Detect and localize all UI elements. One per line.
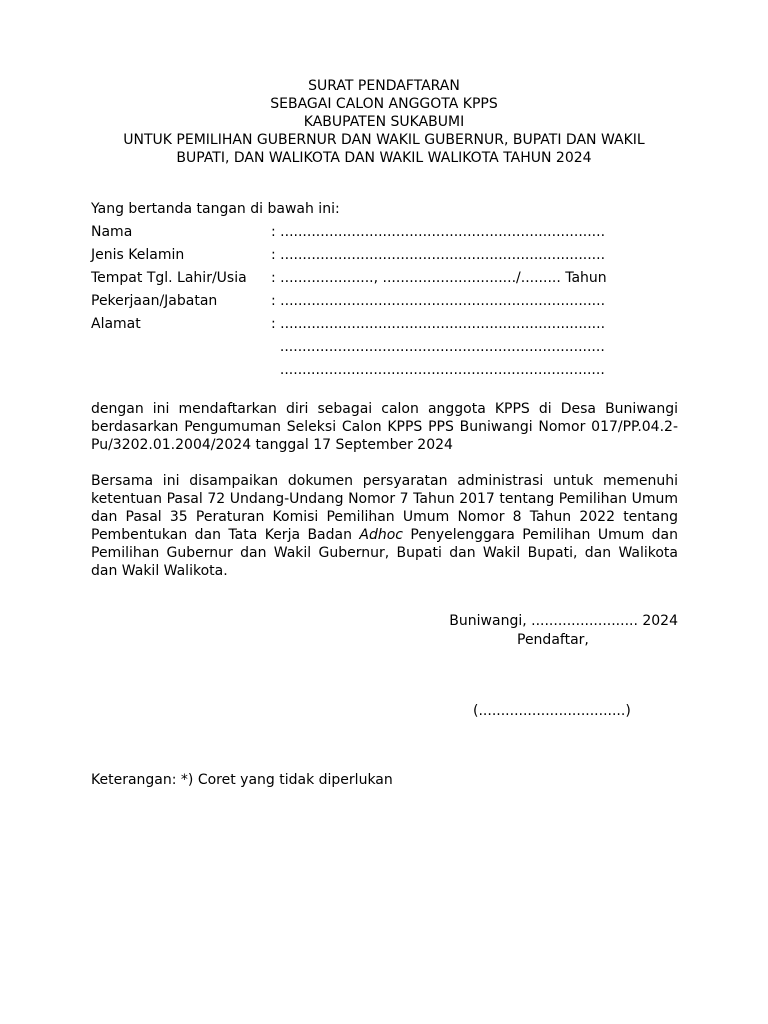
signature-name-line: (.................................) xyxy=(473,703,631,719)
field-value: : ......................................................................... xyxy=(271,247,606,263)
document-title xyxy=(60,77,708,167)
title-line: BUPATI, DAN WALIKOTA DAN WAKIL WALIKOTA TAHUN 2024 xyxy=(176,150,592,166)
field-value: ......................................................................... xyxy=(271,339,605,355)
paragraph-registration: dengan ini mendaftarkan diri sebagai calon anggota KPPS di Desa Buniwangi berdasarkan Pengumuman Seleksi Calon KPPS PPS Buniwangi Nomor 017/PP.04.2-Pu/3202.01.2004/2024 tanggal 17 September 2024 xyxy=(91,401,678,453)
intro-text: Yang bertanda tangan di bawah ini: xyxy=(91,201,340,217)
paragraph-text: Penyelenggara Pemilihan Umum dan Pemilihan Gubernur dan Wakil Gubernur, Bupati dan Wakil Bupati, dan Walikota dan Wakil Walikota. xyxy=(91,527,678,579)
field-label: Nama xyxy=(91,224,133,240)
field-label: Jenis Kelamin xyxy=(91,247,185,263)
title-line: SEBAGAI CALON ANGGOTA KPPS xyxy=(270,96,498,112)
field-value: ......................................................................... xyxy=(271,362,605,378)
paragraph-italic-text: Adhoc xyxy=(359,527,404,543)
paragraph-text: Bersama ini disampaikan dokumen persyaratan administrasi untuk memenuhi ketentuan Pasal 72 Undang-Undang Nomor 7 Tahun 2017 tentang Pemilihan Umum dan Pasal 35 Peraturan Komisi Pemilihan Umum Nomor 8 Tahun 2022 tentang Pembentukan dan Tata Kerja Badan xyxy=(91,473,678,543)
field-label: Tempat Tgl. Lahir/Usia xyxy=(91,270,247,286)
footnote: Keterangan: *) Coret yang tidak diperlukan xyxy=(91,772,393,788)
field-label: Pekerjaan/Jabatan xyxy=(91,293,218,309)
paragraph-documents xyxy=(91,472,678,580)
field-value: : ......................................................................... xyxy=(271,224,606,240)
title-line: KABUPATEN SUKABUMI xyxy=(303,114,465,130)
title-line: SURAT PENDAFTARAN xyxy=(308,78,460,94)
field-value: : ....................., ............................../......... Tahun xyxy=(271,270,607,286)
field-value: : ......................................................................... xyxy=(271,316,606,332)
title-line: UNTUK PEMILIHAN GUBERNUR DAN WAKIL GUBERNUR, BUPATI DAN WAKIL xyxy=(123,132,645,148)
signature-date: Buniwangi, ........................ 2024 xyxy=(449,613,678,629)
signature-role: Pendaftar, xyxy=(517,632,589,648)
field-value: : ......................................................................... xyxy=(271,293,606,309)
field-label: Alamat xyxy=(91,316,141,332)
